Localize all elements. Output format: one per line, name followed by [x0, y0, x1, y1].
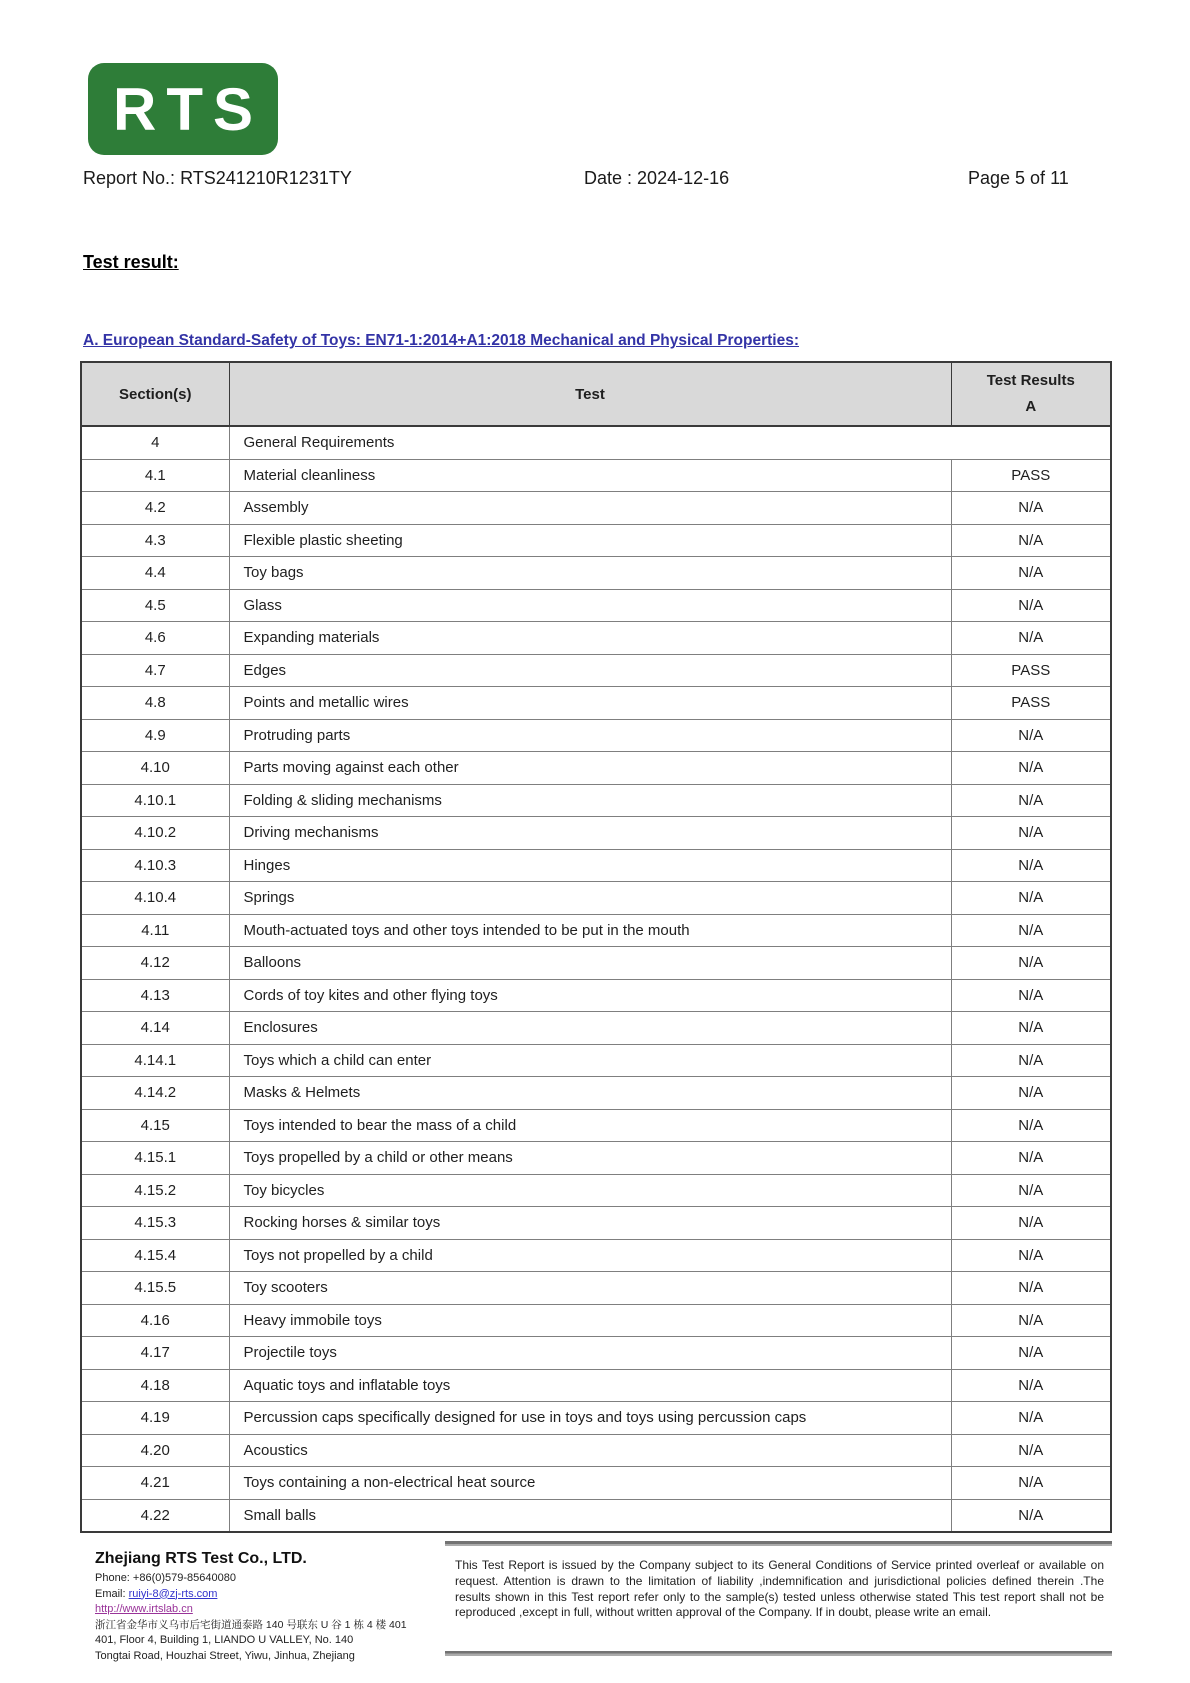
table-header-results-title: Test Results [986, 371, 1075, 389]
row-test: Driving mechanisms [229, 817, 951, 850]
row-section: 4.10.3 [81, 849, 229, 882]
row-test: Toy bicycles [229, 1174, 951, 1207]
table-row [81, 1272, 1111, 1305]
table-row [81, 459, 1111, 492]
row-test: Protruding parts [229, 719, 951, 752]
table-body [81, 426, 1111, 1532]
row-section: 4.10.2 [81, 817, 229, 850]
row-section: 4.22 [81, 1499, 229, 1532]
row-result: N/A [951, 1044, 1111, 1077]
row-section: 4.10.4 [81, 882, 229, 915]
row-section: 4.21 [81, 1467, 229, 1500]
row-section: 4.8 [81, 687, 229, 720]
table-header-section: Section(s) [81, 362, 229, 426]
table-header-test: Test [229, 362, 951, 426]
row-result: N/A [951, 1174, 1111, 1207]
row-result: PASS [951, 687, 1111, 720]
company-email-link[interactable]: ruiyi-8@zj-rts.com [128, 1587, 218, 1600]
row-section: 4.2 [81, 492, 229, 525]
row-test: Toy bags [229, 557, 951, 590]
report-number-line [83, 168, 352, 189]
standard-section-heading: A. European Standard-Safety of Toys: EN71-1:2014+A1:2018 Mechanical and Physical Properties: [83, 332, 799, 349]
row-section: 4.3 [81, 524, 229, 557]
table-header-results-sample: A [1025, 398, 1037, 415]
row-section: 4.19 [81, 1402, 229, 1435]
row-test: Toys propelled by a child or other means [229, 1142, 951, 1175]
row-result: N/A [951, 1434, 1111, 1467]
row-test: Hinges [229, 849, 951, 882]
row-test: General Requirements [229, 426, 1111, 459]
row-result: N/A [951, 1142, 1111, 1175]
company-address-en-2: Tongtai Road, Houzhai Street, Yiwu, Jinhua, Zhejiang [95, 1649, 355, 1662]
row-test: Percussion caps specifically designed for use in toys and toys using percussion caps [229, 1402, 951, 1435]
row-result: N/A [951, 784, 1111, 817]
table-row [81, 426, 1111, 459]
row-result: N/A [951, 1077, 1111, 1110]
row-test: Points and metallic wires [229, 687, 951, 720]
table-row [81, 1467, 1111, 1500]
table-row [81, 1077, 1111, 1110]
row-section: 4.14.1 [81, 1044, 229, 1077]
row-result: PASS [951, 654, 1111, 687]
table-row [81, 752, 1111, 785]
row-result: N/A [951, 1304, 1111, 1337]
test-result-heading: Test result: [83, 252, 179, 272]
row-result: N/A [951, 1402, 1111, 1435]
company-address-cn: 浙江省金华市义乌市后宅街道通泰路 140 号联东 U 谷 1 栋 4 楼 401 [95, 1618, 407, 1631]
table-row [81, 719, 1111, 752]
row-result: N/A [951, 719, 1111, 752]
table-row [81, 1142, 1111, 1175]
table-header-row [81, 362, 1111, 426]
company-phone: Phone: +86(0)579-85640080 [95, 1572, 236, 1584]
row-test: Aquatic toys and inflatable toys [229, 1369, 951, 1402]
row-result: N/A [951, 1239, 1111, 1272]
table-row [81, 654, 1111, 687]
table-header-results [951, 362, 1111, 426]
row-result: N/A [951, 947, 1111, 980]
row-result: PASS [951, 459, 1111, 492]
row-test: Expanding materials [229, 622, 951, 655]
table-row [81, 1012, 1111, 1045]
row-result: N/A [951, 1337, 1111, 1370]
row-section: 4.11 [81, 914, 229, 947]
row-test: Balloons [229, 947, 951, 980]
row-section: 4.15.3 [81, 1207, 229, 1240]
page-number: Page 5 of 11 [968, 168, 1069, 188]
row-test: Rocking horses & similar toys [229, 1207, 951, 1240]
row-result: N/A [951, 492, 1111, 525]
row-result: N/A [951, 557, 1111, 590]
row-test: Assembly [229, 492, 951, 525]
row-section: 4 [81, 426, 229, 459]
row-test: Enclosures [229, 1012, 951, 1045]
row-section: 4.9 [81, 719, 229, 752]
row-result: N/A [951, 882, 1111, 915]
table-row [81, 687, 1111, 720]
row-section: 4.13 [81, 979, 229, 1012]
table-row [81, 1044, 1111, 1077]
test-results-table [80, 361, 1112, 1533]
row-result: N/A [951, 914, 1111, 947]
table-row [81, 1402, 1111, 1435]
row-test: Material cleanliness [229, 459, 951, 492]
table-row [81, 882, 1111, 915]
table-row [81, 947, 1111, 980]
row-test: Mouth-actuated toys and other toys intended to be put in the mouth [229, 914, 951, 947]
row-test: Toys not propelled by a child [229, 1239, 951, 1272]
table-row [81, 1239, 1111, 1272]
row-section: 4.14.2 [81, 1077, 229, 1110]
company-website-line [95, 1602, 447, 1618]
company-email-line [95, 1587, 447, 1603]
row-section: 4.4 [81, 557, 229, 590]
table-row [81, 849, 1111, 882]
row-section: 4.17 [81, 1337, 229, 1370]
row-test: Acoustics [229, 1434, 951, 1467]
table-row [81, 622, 1111, 655]
row-test: Toys which a child can enter [229, 1044, 951, 1077]
row-section: 4.10.1 [81, 784, 229, 817]
table-row [81, 1434, 1111, 1467]
row-result: N/A [951, 1109, 1111, 1142]
row-section: 4.5 [81, 589, 229, 622]
row-test: Cords of toy kites and other flying toys [229, 979, 951, 1012]
table-row [81, 1304, 1111, 1337]
report-date-line [584, 168, 729, 189]
rts-logo-text: RTS [113, 75, 263, 143]
row-section: 4.15.2 [81, 1174, 229, 1207]
row-section: 4.20 [81, 1434, 229, 1467]
company-website-link[interactable]: http://www.irtslab.cn [95, 1603, 193, 1615]
row-result: N/A [951, 817, 1111, 850]
row-section: 4.7 [81, 654, 229, 687]
table-row [81, 914, 1111, 947]
row-section: 4.18 [81, 1369, 229, 1402]
row-test: Glass [229, 589, 951, 622]
row-test: Edges [229, 654, 951, 687]
row-section: 4.12 [81, 947, 229, 980]
report-number-value: RTS241210R1231TY [180, 168, 352, 188]
row-section: 4.15.4 [81, 1239, 229, 1272]
table-row [81, 589, 1111, 622]
row-section: 4.15 [81, 1109, 229, 1142]
row-test: Small balls [229, 1499, 951, 1532]
row-section: 4.14 [81, 1012, 229, 1045]
table-row [81, 817, 1111, 850]
table-row [81, 784, 1111, 817]
row-test: Heavy immobile toys [229, 1304, 951, 1337]
company-name: Zhejiang RTS Test Co., LTD. [95, 1550, 307, 1567]
report-date-value: 2024-12-16 [637, 168, 730, 188]
row-section: 4.10 [81, 752, 229, 785]
row-test: Toy scooters [229, 1272, 951, 1305]
table-row [81, 524, 1111, 557]
report-number-label: Report No.: [83, 168, 176, 188]
row-result: N/A [951, 1369, 1111, 1402]
row-test: Masks & Helmets [229, 1077, 951, 1110]
table-row [81, 1109, 1111, 1142]
row-result: N/A [951, 622, 1111, 655]
row-result: N/A [951, 752, 1111, 785]
row-test: Projectile toys [229, 1337, 951, 1370]
row-test: Springs [229, 882, 951, 915]
row-result: N/A [951, 1272, 1111, 1305]
row-test: Folding & sliding mechanisms [229, 784, 951, 817]
row-test: Toys containing a non-electrical heat source [229, 1467, 951, 1500]
row-result: N/A [951, 979, 1111, 1012]
table-row [81, 492, 1111, 525]
row-result: N/A [951, 524, 1111, 557]
table-row [81, 1499, 1111, 1532]
table-row [81, 1337, 1111, 1370]
row-section: 4.15.1 [81, 1142, 229, 1175]
row-section: 4.1 [81, 459, 229, 492]
row-result: N/A [951, 1499, 1111, 1532]
row-result: N/A [951, 849, 1111, 882]
row-section: 4.16 [81, 1304, 229, 1337]
row-result: N/A [951, 1467, 1111, 1500]
table-row [81, 1369, 1111, 1402]
row-section: 4.6 [81, 622, 229, 655]
company-email-label: Email: [95, 1587, 126, 1600]
table-row [81, 1207, 1111, 1240]
report-date-label: Date : [584, 168, 633, 188]
row-test: Parts moving against each other [229, 752, 951, 785]
rts-logo [88, 63, 278, 155]
disclaimer-divider-bottom [445, 1651, 1112, 1656]
company-address-en-1: 401, Floor 4, Building 1, LIANDO U VALLEY, No. 140 [95, 1634, 354, 1646]
company-info-block [95, 1550, 447, 1664]
disclaimer-divider-top [445, 1541, 1112, 1546]
row-result: N/A [951, 1012, 1111, 1045]
row-test: Toys intended to bear the mass of a child [229, 1109, 951, 1142]
disclaimer-text: This Test Report is issued by the Company subject to its General Conditions of Service printed overleaf or available on request. Attention is drawn to the limitation of liability ,indemnification and jurisdictional policies defined therein .The results shown in this Test report refer only to the sample(s) tested unless otherwise stated This test report shall not be reproduced ,except in full, without written approval of the Company. If in doubt, please write an email. [455, 1558, 1104, 1620]
table-row [81, 1174, 1111, 1207]
table-row [81, 557, 1111, 590]
row-result: N/A [951, 1207, 1111, 1240]
row-test: Flexible plastic sheeting [229, 524, 951, 557]
row-section: 4.15.5 [81, 1272, 229, 1305]
row-result: N/A [951, 589, 1111, 622]
table-row [81, 979, 1111, 1012]
